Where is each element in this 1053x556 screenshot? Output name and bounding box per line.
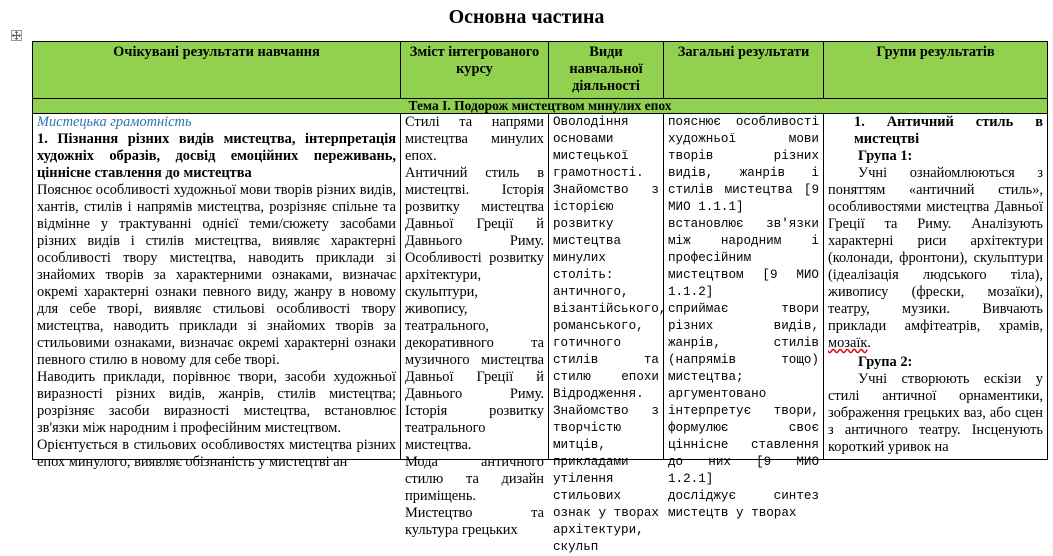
section-title: 1. Пізнання різних видів мистецтва, інтерпретація художніх образів, досвід емоційних переживань, ціннісне ставлення до мистецтва [37, 131, 396, 181]
group-2-label: Група 2: [858, 354, 913, 370]
cell-activity-types [549, 114, 667, 554]
cell-expected-results [33, 114, 401, 470]
group-2-text: Учні створюють ескізи у стилі античної орнаментики, зображення грецьких ваз, або сцен з античного театру. Інсценують короткий уривок на [828, 371, 1043, 455]
table-header-row [33, 42, 1048, 99]
expected-paragraph-1: Пояснює особливості художньої мови творів різних видів, хантів, стилів і напрямів мистецтва, розрізняє спільне та відмінне у трактуванні однієї теми/сюжету засобами різних видів і стилів мистецтва, виявляє характерні особливості твору мистецтва, наводить приклади зі знайомих творів за характерними ознаками, визначає окремі характерні ознаки певного виду, жанру в новому для себе творі, виявляє стильові особливості твору мистецтва, наводить приклади зі знайомих творів за стильовими ознаками, визначає окремі характерні ознаки певного стилю в новому для себе творі. [37, 182, 396, 368]
theme-row [33, 99, 1048, 114]
general-paragraph-4: досліджує синтез мистецтв у творах [668, 489, 819, 520]
content-row [33, 114, 1048, 460]
general-paragraph-3: сприймає твори різних видів, жанрів, стилів (напрямів тощо) мистецтва; аргументовано інтерпретує твори, формулює своє ціннісне ставлення до них [9 МИО 1.2.1] [668, 302, 819, 486]
curriculum-table [32, 41, 1048, 554]
content-paragraph-1: Стилі та напрями мистецтва минулих епох. [405, 114, 544, 164]
expected-paragraph-2: Наводить приклади, порівнює твори, засоби художньої виразності різних видів, жанрів, стилів мистецтва; розрізняє засоби виразності мистецтва, встановлює зв'язки між народним і професійним мистецтвом. [37, 369, 396, 436]
literacy-label: Мистецька грамотність [37, 114, 192, 130]
header-course-content: Зміст інтегрованого курсу [401, 42, 549, 99]
content-paragraph-3: Мода античного стилю та дизайн приміщень. Мистецтво та культура грецьких [405, 454, 544, 538]
general-paragraph-1: пояснює особливості художньої мови творів різних видів, жанрів і стилів мистецтва [9 МИО 1.1.1] [668, 115, 819, 214]
spellcheck-word: мозаїк [828, 335, 868, 351]
header-expected-results: Очікувані результати навчання [33, 42, 401, 99]
activity-paragraph-2: Знайомство з творчістю митців, прикладами утілення стильових ознак у творах архітектури, скульп [553, 404, 659, 554]
groups-heading: 1. Античний стиль в мистецтві [854, 114, 1043, 147]
activity-paragraph-1: Оволодіння основами мистецької грамотності. Знайомство з історією розвитку мистецтва минулих століть: античного, візантійського, романського, готичного стилів та стилю епохи Відродження. [553, 115, 667, 401]
theme-title: Тема І. Подорож мистецтвом минулих епох [33, 99, 1048, 114]
cell-result-groups [824, 114, 1048, 460]
cell-course-content [401, 114, 549, 538]
group-1-text-tail: . [867, 335, 871, 351]
cell-general-results [664, 114, 824, 520]
group-1-text-main: Учні ознайомлюються з поняттям «античний стиль», особливостями мистецтва Давньої Греції та Риму. Аналізують характерні риси архітектури (колонади, фронтони), скульптури (ідеалізація людського тіла), живопису (фрески, мозаїки), театру, музики. Вивчають приклади амфітеатрів, храмів, [828, 165, 1043, 334]
header-activity-types: Види навчальної діяльності [549, 42, 664, 99]
group-1-label: Група 1: [858, 148, 913, 164]
content-paragraph-2: Античний стиль в мистецтві. Історія розвитку мистецтва Давньої Греції й Давнього Риму. Особливості розвитку архітектури, скульптури, живопису, театрального, декоративного та музичного мистецтва Давньої Греції й Давнього Риму. Історія розвитку театрального мистецтва. [405, 165, 544, 453]
header-result-groups: Групи результатів [824, 42, 1048, 99]
header-general-results: Загальні результати [664, 42, 824, 99]
expected-paragraph-3: Орієнтується в стильових особливостях мистецтва різних епох минулого, виявляє обізнаність у мистецтві ан [37, 437, 396, 470]
page-title: Основна частина [448, 6, 605, 28]
general-paragraph-2: встановлює зв'язки між народним і професійним мистецтвом [9 МИО 1.1.2] [668, 217, 819, 299]
group-1-text [828, 165, 1043, 352]
table-move-handle-icon[interactable] [11, 30, 22, 41]
